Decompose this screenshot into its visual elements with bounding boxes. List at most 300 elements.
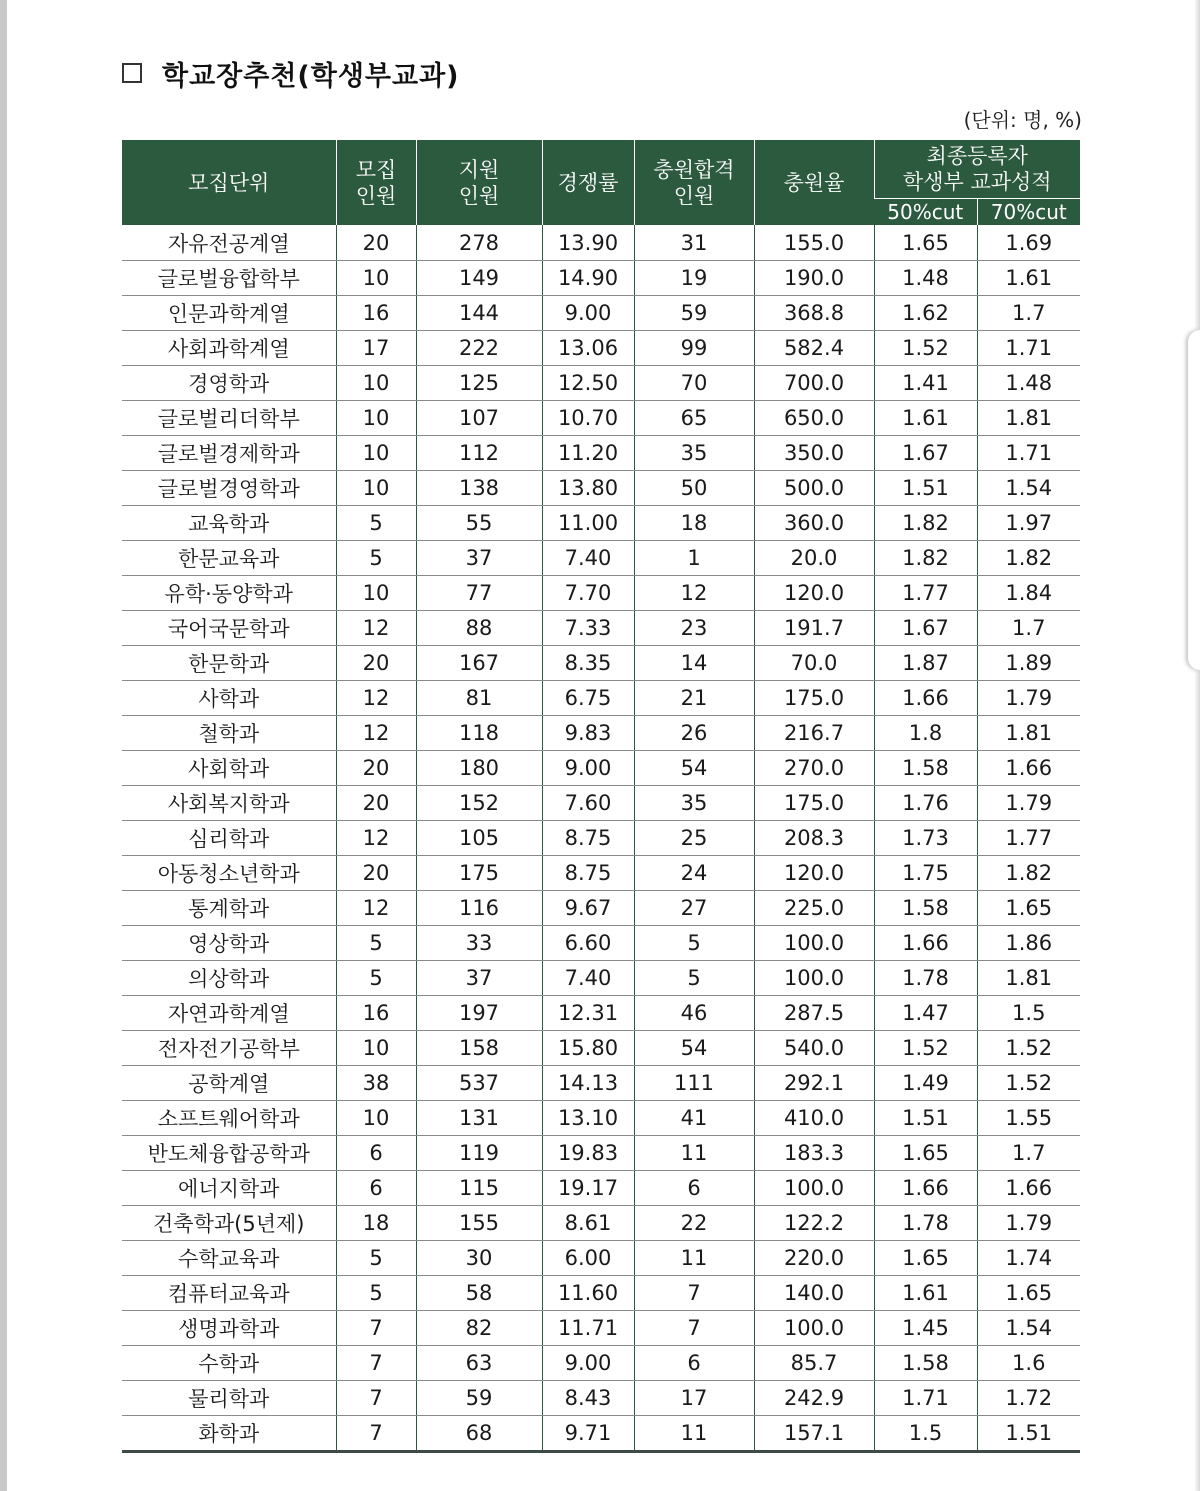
cell-extra-rate: 650.0 bbox=[754, 401, 874, 436]
cell-unit: 글로벌경영학과 bbox=[122, 471, 336, 506]
cell-unit: 의상학과 bbox=[122, 961, 336, 996]
cell-ratio: 9.83 bbox=[542, 716, 634, 751]
cell-cut50: 1.62 bbox=[874, 296, 977, 331]
cell-apply: 77 bbox=[416, 576, 542, 611]
cell-extra-rate: 242.9 bbox=[754, 1381, 874, 1416]
cell-extra: 6 bbox=[634, 1346, 754, 1381]
cell-cut50: 1.8 bbox=[874, 716, 977, 751]
cell-unit: 반도체융합공학과 bbox=[122, 1136, 336, 1171]
cell-unit: 자연과학계열 bbox=[122, 996, 336, 1031]
cell-cut70: 1.65 bbox=[977, 891, 1080, 926]
cell-cut50: 1.49 bbox=[874, 1066, 977, 1101]
cell-unit: 생명과학과 bbox=[122, 1311, 336, 1346]
cell-cut70: 1.52 bbox=[977, 1066, 1080, 1101]
cell-extra-rate: 582.4 bbox=[754, 331, 874, 366]
cell-recruit: 7 bbox=[336, 1416, 416, 1452]
cell-cut70: 1.6 bbox=[977, 1346, 1080, 1381]
cell-ratio: 13.10 bbox=[542, 1101, 634, 1136]
cell-cut50: 1.52 bbox=[874, 1031, 977, 1066]
cell-recruit: 18 bbox=[336, 1206, 416, 1241]
header-recruit-line1: 모집 bbox=[355, 157, 397, 182]
cell-apply: 222 bbox=[416, 331, 542, 366]
cell-extra: 54 bbox=[634, 751, 754, 786]
cell-unit: 심리학과 bbox=[122, 821, 336, 856]
cell-cut70: 1.81 bbox=[977, 716, 1080, 751]
cell-apply: 112 bbox=[416, 436, 542, 471]
cell-unit: 자유전공계열 bbox=[122, 225, 336, 261]
table-row bbox=[122, 821, 1080, 856]
cell-unit: 글로벌경제학과 bbox=[122, 436, 336, 471]
cell-apply: 144 bbox=[416, 296, 542, 331]
section-heading bbox=[122, 55, 460, 91]
cell-unit: 아동청소년학과 bbox=[122, 856, 336, 891]
cell-cut70: 1.51 bbox=[977, 1416, 1080, 1452]
cell-ratio: 13.80 bbox=[542, 471, 634, 506]
cell-cut70: 1.7 bbox=[977, 1136, 1080, 1171]
cell-recruit: 10 bbox=[336, 1031, 416, 1066]
cell-extra-rate: 100.0 bbox=[754, 1311, 874, 1346]
cell-unit: 글로벌융합학부 bbox=[122, 261, 336, 296]
cell-recruit: 6 bbox=[336, 1171, 416, 1206]
cell-apply: 59 bbox=[416, 1381, 542, 1416]
cell-extra-rate: 190.0 bbox=[754, 261, 874, 296]
cell-cut50: 1.61 bbox=[874, 401, 977, 436]
header-apply bbox=[416, 140, 542, 225]
table-row bbox=[122, 1416, 1080, 1452]
cell-extra-rate: 410.0 bbox=[754, 1101, 874, 1136]
cell-recruit: 16 bbox=[336, 296, 416, 331]
table-row bbox=[122, 716, 1080, 751]
cell-cut50: 1.82 bbox=[874, 506, 977, 541]
cell-ratio: 9.67 bbox=[542, 891, 634, 926]
cell-unit: 국어국문학과 bbox=[122, 611, 336, 646]
cell-cut50: 1.5 bbox=[874, 1416, 977, 1452]
table-row bbox=[122, 296, 1080, 331]
cell-ratio: 10.70 bbox=[542, 401, 634, 436]
table-row bbox=[122, 611, 1080, 646]
cell-unit: 한문교육과 bbox=[122, 541, 336, 576]
cell-cut70: 1.81 bbox=[977, 401, 1080, 436]
cell-apply: 37 bbox=[416, 961, 542, 996]
cell-unit: 수학과 bbox=[122, 1346, 336, 1381]
cell-cut70: 1.55 bbox=[977, 1101, 1080, 1136]
cell-recruit: 7 bbox=[336, 1311, 416, 1346]
cell-extra: 1 bbox=[634, 541, 754, 576]
cell-cut50: 1.48 bbox=[874, 261, 977, 296]
header-unit: 모집단위 bbox=[122, 140, 336, 225]
cell-recruit: 5 bbox=[336, 926, 416, 961]
cell-unit: 소프트웨어학과 bbox=[122, 1101, 336, 1136]
cell-extra-rate: 220.0 bbox=[754, 1241, 874, 1276]
cell-ratio: 9.00 bbox=[542, 296, 634, 331]
cell-apply: 125 bbox=[416, 366, 542, 401]
cell-cut50: 1.73 bbox=[874, 821, 977, 856]
cell-cut50: 1.61 bbox=[874, 1276, 977, 1311]
cell-cut50: 1.66 bbox=[874, 1171, 977, 1206]
cell-extra-rate: 700.0 bbox=[754, 366, 874, 401]
cell-ratio: 13.90 bbox=[542, 225, 634, 261]
cell-cut70: 1.79 bbox=[977, 786, 1080, 821]
cell-cut50: 1.65 bbox=[874, 1136, 977, 1171]
cell-extra: 5 bbox=[634, 961, 754, 996]
cell-cut50: 1.67 bbox=[874, 436, 977, 471]
cell-cut70: 1.84 bbox=[977, 576, 1080, 611]
table-row bbox=[122, 1346, 1080, 1381]
cell-extra: 46 bbox=[634, 996, 754, 1031]
table-row bbox=[122, 541, 1080, 576]
cell-unit: 한문학과 bbox=[122, 646, 336, 681]
table-row bbox=[122, 1031, 1080, 1066]
cell-recruit: 10 bbox=[336, 436, 416, 471]
checkbox-icon bbox=[122, 63, 142, 83]
cell-recruit: 12 bbox=[336, 891, 416, 926]
cell-extra: 24 bbox=[634, 856, 754, 891]
cell-ratio: 19.17 bbox=[542, 1171, 634, 1206]
table-row bbox=[122, 891, 1080, 926]
cell-extra: 27 bbox=[634, 891, 754, 926]
cell-cut50: 1.58 bbox=[874, 891, 977, 926]
cell-extra: 35 bbox=[634, 786, 754, 821]
cell-ratio: 11.00 bbox=[542, 506, 634, 541]
scroll-handle[interactable] bbox=[1188, 330, 1200, 670]
cell-unit: 공학계열 bbox=[122, 1066, 336, 1101]
header-ratio: 경쟁률 bbox=[542, 140, 634, 225]
cell-cut50: 1.51 bbox=[874, 471, 977, 506]
cell-unit: 통계학과 bbox=[122, 891, 336, 926]
cell-extra: 31 bbox=[634, 225, 754, 261]
cell-recruit: 20 bbox=[336, 786, 416, 821]
header-recruit bbox=[336, 140, 416, 225]
table-row bbox=[122, 1101, 1080, 1136]
header-apply-line2: 인원 bbox=[458, 183, 500, 208]
cell-apply: 152 bbox=[416, 786, 542, 821]
cell-extra: 6 bbox=[634, 1171, 754, 1206]
table-row bbox=[122, 1206, 1080, 1241]
cell-cut50: 1.66 bbox=[874, 681, 977, 716]
cell-recruit: 5 bbox=[336, 506, 416, 541]
cell-apply: 81 bbox=[416, 681, 542, 716]
cell-ratio: 8.43 bbox=[542, 1381, 634, 1416]
cell-extra: 111 bbox=[634, 1066, 754, 1101]
table-row bbox=[122, 1136, 1080, 1171]
cell-recruit: 12 bbox=[336, 716, 416, 751]
header-cut70: 70%cut bbox=[977, 199, 1080, 226]
cell-recruit: 10 bbox=[336, 261, 416, 296]
cell-extra: 11 bbox=[634, 1416, 754, 1452]
table-row bbox=[122, 1171, 1080, 1206]
table-row bbox=[122, 1241, 1080, 1276]
cell-recruit: 10 bbox=[336, 366, 416, 401]
cell-extra-rate: 292.1 bbox=[754, 1066, 874, 1101]
cell-extra-rate: 140.0 bbox=[754, 1276, 874, 1311]
cell-cut50: 1.82 bbox=[874, 541, 977, 576]
cell-cut70: 1.66 bbox=[977, 1171, 1080, 1206]
cell-extra-rate: 20.0 bbox=[754, 541, 874, 576]
page-edge-shadow bbox=[1194, 0, 1200, 1491]
cell-cut70: 1.5 bbox=[977, 996, 1080, 1031]
cell-cut50: 1.51 bbox=[874, 1101, 977, 1136]
cell-unit: 수학교육과 bbox=[122, 1241, 336, 1276]
table-row bbox=[122, 401, 1080, 436]
cell-recruit: 17 bbox=[336, 331, 416, 366]
cell-extra-rate: 360.0 bbox=[754, 506, 874, 541]
cell-recruit: 10 bbox=[336, 401, 416, 436]
table-row bbox=[122, 1381, 1080, 1416]
cell-unit: 컴퓨터교육과 bbox=[122, 1276, 336, 1311]
cell-cut50: 1.52 bbox=[874, 331, 977, 366]
table-row bbox=[122, 646, 1080, 681]
cell-apply: 68 bbox=[416, 1416, 542, 1452]
cell-recruit: 7 bbox=[336, 1381, 416, 1416]
cell-unit: 유학·동양학과 bbox=[122, 576, 336, 611]
cell-apply: 131 bbox=[416, 1101, 542, 1136]
cell-ratio: 11.20 bbox=[542, 436, 634, 471]
cell-cut70: 1.77 bbox=[977, 821, 1080, 856]
cell-cut70: 1.71 bbox=[977, 436, 1080, 471]
table-row bbox=[122, 856, 1080, 891]
cell-ratio: 15.80 bbox=[542, 1031, 634, 1066]
cell-extra: 17 bbox=[634, 1381, 754, 1416]
cell-extra-rate: 216.7 bbox=[754, 716, 874, 751]
table-row bbox=[122, 436, 1080, 471]
cell-unit: 글로벌리더학부 bbox=[122, 401, 336, 436]
table-row bbox=[122, 471, 1080, 506]
cell-ratio: 6.00 bbox=[542, 1241, 634, 1276]
cell-cut50: 1.65 bbox=[874, 1241, 977, 1276]
cell-cut70: 1.74 bbox=[977, 1241, 1080, 1276]
cell-apply: 278 bbox=[416, 225, 542, 261]
cell-cut70: 1.69 bbox=[977, 225, 1080, 261]
cell-extra-rate: 225.0 bbox=[754, 891, 874, 926]
cell-unit: 사회복지학과 bbox=[122, 786, 336, 821]
cell-apply: 115 bbox=[416, 1171, 542, 1206]
cell-unit: 사학과 bbox=[122, 681, 336, 716]
cell-extra: 50 bbox=[634, 471, 754, 506]
cell-ratio: 9.71 bbox=[542, 1416, 634, 1452]
cell-cut50: 1.78 bbox=[874, 961, 977, 996]
table-row bbox=[122, 331, 1080, 366]
cell-apply: 33 bbox=[416, 926, 542, 961]
cell-cut70: 1.48 bbox=[977, 366, 1080, 401]
table-body bbox=[122, 225, 1080, 1452]
cell-ratio: 9.00 bbox=[542, 1346, 634, 1381]
cell-unit: 사회과학계열 bbox=[122, 331, 336, 366]
cell-extra-rate: 100.0 bbox=[754, 961, 874, 996]
cell-cut70: 1.54 bbox=[977, 471, 1080, 506]
cell-cut70: 1.61 bbox=[977, 261, 1080, 296]
cell-cut70: 1.79 bbox=[977, 681, 1080, 716]
cell-recruit: 10 bbox=[336, 576, 416, 611]
cell-cut70: 1.82 bbox=[977, 541, 1080, 576]
cell-apply: 180 bbox=[416, 751, 542, 786]
cell-unit: 경영학과 bbox=[122, 366, 336, 401]
cell-apply: 158 bbox=[416, 1031, 542, 1066]
cell-cut70: 1.54 bbox=[977, 1311, 1080, 1346]
cell-cut70: 1.97 bbox=[977, 506, 1080, 541]
cell-recruit: 38 bbox=[336, 1066, 416, 1101]
cell-ratio: 12.31 bbox=[542, 996, 634, 1031]
cell-apply: 175 bbox=[416, 856, 542, 891]
cell-ratio: 7.33 bbox=[542, 611, 634, 646]
cell-unit: 에너지학과 bbox=[122, 1171, 336, 1206]
cell-cut50: 1.58 bbox=[874, 751, 977, 786]
cell-ratio: 7.60 bbox=[542, 786, 634, 821]
cell-cut50: 1.45 bbox=[874, 1311, 977, 1346]
header-final-line2: 학생부 교과성적 bbox=[902, 170, 1052, 194]
cell-extra: 5 bbox=[634, 926, 754, 961]
cell-extra: 14 bbox=[634, 646, 754, 681]
cell-ratio: 7.40 bbox=[542, 541, 634, 576]
cell-extra: 22 bbox=[634, 1206, 754, 1241]
cell-extra-rate: 183.3 bbox=[754, 1136, 874, 1171]
unit-note: (단위: 명, %) bbox=[963, 108, 1082, 132]
cell-extra-rate: 100.0 bbox=[754, 1171, 874, 1206]
cell-recruit: 20 bbox=[336, 225, 416, 261]
cell-extra: 35 bbox=[634, 436, 754, 471]
admission-results-table bbox=[122, 140, 1080, 1453]
cell-recruit: 5 bbox=[336, 1241, 416, 1276]
cell-extra: 11 bbox=[634, 1136, 754, 1171]
cell-extra: 19 bbox=[634, 261, 754, 296]
table-row bbox=[122, 225, 1080, 261]
cell-unit: 건축학과(5년제) bbox=[122, 1206, 336, 1241]
cell-ratio: 6.75 bbox=[542, 681, 634, 716]
cell-cut70: 1.82 bbox=[977, 856, 1080, 891]
cell-ratio: 8.35 bbox=[542, 646, 634, 681]
cell-cut70: 1.71 bbox=[977, 331, 1080, 366]
table-row bbox=[122, 681, 1080, 716]
cell-extra-rate: 287.5 bbox=[754, 996, 874, 1031]
cell-cut50: 1.58 bbox=[874, 1346, 977, 1381]
cell-cut70: 1.7 bbox=[977, 611, 1080, 646]
cell-unit: 영상학과 bbox=[122, 926, 336, 961]
cell-apply: 30 bbox=[416, 1241, 542, 1276]
cell-cut70: 1.52 bbox=[977, 1031, 1080, 1066]
table-row bbox=[122, 996, 1080, 1031]
cell-extra: 7 bbox=[634, 1276, 754, 1311]
cell-recruit: 10 bbox=[336, 471, 416, 506]
cell-recruit: 20 bbox=[336, 856, 416, 891]
cell-extra-rate: 350.0 bbox=[754, 436, 874, 471]
cell-unit: 사회학과 bbox=[122, 751, 336, 786]
cell-cut50: 1.41 bbox=[874, 366, 977, 401]
cell-extra: 41 bbox=[634, 1101, 754, 1136]
cell-extra-rate: 208.3 bbox=[754, 821, 874, 856]
cell-apply: 118 bbox=[416, 716, 542, 751]
table-row bbox=[122, 786, 1080, 821]
cell-cut70: 1.79 bbox=[977, 1206, 1080, 1241]
cell-cut70: 1.89 bbox=[977, 646, 1080, 681]
cell-extra: 25 bbox=[634, 821, 754, 856]
cell-apply: 119 bbox=[416, 1136, 542, 1171]
window-left-border bbox=[0, 0, 7, 1491]
cell-recruit: 6 bbox=[336, 1136, 416, 1171]
table-row bbox=[122, 751, 1080, 786]
cell-recruit: 20 bbox=[336, 751, 416, 786]
header-cut50: 50%cut bbox=[874, 199, 977, 226]
cell-unit: 교육학과 bbox=[122, 506, 336, 541]
cell-apply: 63 bbox=[416, 1346, 542, 1381]
cell-apply: 105 bbox=[416, 821, 542, 856]
cell-apply: 197 bbox=[416, 996, 542, 1031]
cell-recruit: 5 bbox=[336, 961, 416, 996]
cell-extra-rate: 85.7 bbox=[754, 1346, 874, 1381]
cell-extra: 11 bbox=[634, 1241, 754, 1276]
cell-cut70: 1.81 bbox=[977, 961, 1080, 996]
cell-extra: 7 bbox=[634, 1311, 754, 1346]
cell-cut50: 1.71 bbox=[874, 1381, 977, 1416]
cell-ratio: 7.40 bbox=[542, 961, 634, 996]
cell-cut70: 1.65 bbox=[977, 1276, 1080, 1311]
cell-cut50: 1.78 bbox=[874, 1206, 977, 1241]
cell-ratio: 11.60 bbox=[542, 1276, 634, 1311]
cell-recruit: 5 bbox=[336, 541, 416, 576]
cell-extra: 99 bbox=[634, 331, 754, 366]
table-row bbox=[122, 926, 1080, 961]
cell-extra-rate: 120.0 bbox=[754, 856, 874, 891]
cell-cut50: 1.75 bbox=[874, 856, 977, 891]
header-final bbox=[874, 140, 1080, 199]
cell-extra-rate: 500.0 bbox=[754, 471, 874, 506]
cell-ratio: 8.75 bbox=[542, 821, 634, 856]
cell-ratio: 8.61 bbox=[542, 1206, 634, 1241]
header-final-line1: 최종등록자 bbox=[926, 144, 1028, 168]
cell-recruit: 12 bbox=[336, 611, 416, 646]
table-row bbox=[122, 1311, 1080, 1346]
cell-extra: 70 bbox=[634, 366, 754, 401]
cell-ratio: 14.90 bbox=[542, 261, 634, 296]
header-extra-line1: 충원합격 bbox=[653, 157, 735, 182]
cell-extra-rate: 368.8 bbox=[754, 296, 874, 331]
cell-apply: 88 bbox=[416, 611, 542, 646]
cell-ratio: 9.00 bbox=[542, 751, 634, 786]
cell-cut50: 1.65 bbox=[874, 225, 977, 261]
cell-extra-rate: 100.0 bbox=[754, 926, 874, 961]
cell-extra: 65 bbox=[634, 401, 754, 436]
table-row bbox=[122, 1276, 1080, 1311]
cell-apply: 155 bbox=[416, 1206, 542, 1241]
cell-ratio: 11.71 bbox=[542, 1311, 634, 1346]
cell-apply: 82 bbox=[416, 1311, 542, 1346]
cell-recruit: 7 bbox=[336, 1346, 416, 1381]
cell-extra: 26 bbox=[634, 716, 754, 751]
cell-extra-rate: 540.0 bbox=[754, 1031, 874, 1066]
cell-extra: 21 bbox=[634, 681, 754, 716]
cell-extra: 23 bbox=[634, 611, 754, 646]
cell-extra-rate: 191.7 bbox=[754, 611, 874, 646]
header-extra-line2: 인원 bbox=[673, 183, 715, 208]
cell-ratio: 14.13 bbox=[542, 1066, 634, 1101]
cell-apply: 116 bbox=[416, 891, 542, 926]
cell-extra-rate: 175.0 bbox=[754, 786, 874, 821]
cell-cut70: 1.7 bbox=[977, 296, 1080, 331]
cell-apply: 37 bbox=[416, 541, 542, 576]
cell-ratio: 12.50 bbox=[542, 366, 634, 401]
cell-ratio: 6.60 bbox=[542, 926, 634, 961]
cell-cut50: 1.77 bbox=[874, 576, 977, 611]
cell-extra-rate: 120.0 bbox=[754, 576, 874, 611]
header-extra-rate: 충원율 bbox=[754, 140, 874, 225]
cell-unit: 화학과 bbox=[122, 1416, 336, 1452]
cell-extra: 54 bbox=[634, 1031, 754, 1066]
cell-apply: 138 bbox=[416, 471, 542, 506]
header-recruit-line2: 인원 bbox=[355, 183, 397, 208]
cell-recruit: 20 bbox=[336, 646, 416, 681]
cell-cut50: 1.66 bbox=[874, 926, 977, 961]
table-row bbox=[122, 961, 1080, 996]
cell-ratio: 13.06 bbox=[542, 331, 634, 366]
cell-extra-rate: 70.0 bbox=[754, 646, 874, 681]
